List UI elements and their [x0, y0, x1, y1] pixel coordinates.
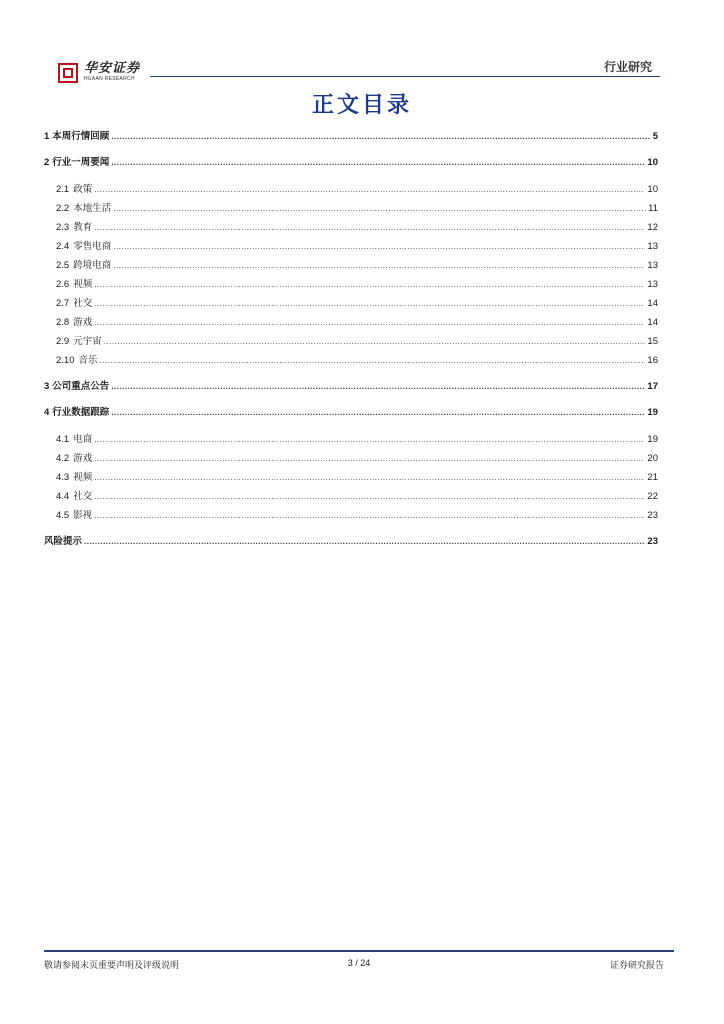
header-divider [150, 76, 660, 77]
toc-entry[interactable] [44, 471, 658, 484]
toc-entry-title: 教育 [73, 222, 93, 233]
toc-entry[interactable] [44, 433, 658, 446]
toc-entry-number: 2.6 [56, 279, 70, 290]
toc-entry-page: 12 [647, 222, 658, 233]
toc-entry-number: 3 [44, 381, 50, 392]
toc-dot-leader [94, 316, 645, 329]
toc-entry-number: 2 [44, 157, 50, 168]
toc-dot-leader [94, 452, 645, 465]
toc-entry[interactable] [44, 221, 658, 234]
toc-entry[interactable] [44, 259, 658, 272]
toc-entry-number: 4.5 [56, 510, 70, 521]
toc-entry-title: 影视 [73, 510, 93, 521]
page-number: 3 / 24 [347, 958, 371, 968]
page-header [44, 56, 660, 92]
toc-entry-number: 2.7 [56, 298, 70, 309]
toc-dot-leader [94, 509, 645, 522]
toc-entry-number: 2.5 [56, 260, 70, 271]
toc-dot-leader [94, 297, 645, 310]
toc-entry-page: 15 [647, 336, 658, 347]
toc-dot-leader [113, 259, 645, 272]
toc-dot-leader [111, 156, 645, 169]
toc-entry-number: 2.1 [56, 184, 70, 195]
toc-dot-leader [84, 535, 645, 548]
toc-dot-leader [100, 354, 646, 367]
toc-entry-title: 视频 [73, 472, 93, 483]
toc-entry[interactable] [44, 490, 658, 503]
toc-entry-page: 22 [647, 491, 658, 502]
toc-entry[interactable] [44, 297, 658, 310]
logo-english-name: HUAAN RESEARCH [84, 76, 135, 82]
toc-entry[interactable] [44, 406, 658, 419]
toc-entry-page: 20 [647, 453, 658, 464]
toc-entry-title: 风险提示 [44, 536, 83, 547]
toc-entry-title: 行业数据跟踪 [52, 407, 110, 418]
toc-entry-number: 4.3 [56, 472, 70, 483]
toc-entry-title: 公司重点公告 [52, 381, 110, 392]
toc-entry-page: 19 [647, 407, 658, 418]
toc-entry-page: 21 [647, 472, 658, 483]
toc-entry[interactable] [44, 156, 658, 169]
toc-entry-title: 元宇宙 [73, 336, 102, 347]
toc-entry-page: 19 [647, 434, 658, 445]
toc-entry-page: 14 [647, 317, 658, 328]
page-footer [44, 950, 674, 974]
toc-dot-leader [111, 130, 650, 143]
toc-dot-leader [113, 240, 645, 253]
toc-entry-number: 2.9 [56, 336, 70, 347]
toc-entry[interactable] [44, 130, 658, 143]
toc-entry-number: 2.3 [56, 222, 70, 233]
toc-dot-leader [94, 490, 645, 503]
toc-dot-leader [94, 278, 645, 291]
toc-entry-page: 13 [647, 241, 658, 252]
toc-entry-number: 4 [44, 407, 50, 418]
toc-entry-number: 4.1 [56, 434, 70, 445]
toc-dot-leader [94, 183, 645, 196]
report-section-label: 行业研究 [603, 60, 652, 74]
toc-entry-number: 2.4 [56, 241, 70, 252]
footer-disclaimer: 敬请参阅末页重要声明及评级说明 [44, 961, 180, 971]
toc-entry-page: 10 [647, 184, 658, 195]
toc-entry-title: 行业一周要闻 [52, 157, 110, 168]
toc-entry[interactable] [44, 335, 658, 348]
toc-entry-title: 游戏 [73, 453, 93, 464]
company-logo [58, 62, 140, 83]
toc-entry[interactable] [44, 240, 658, 253]
toc-entry-page: 13 [647, 260, 658, 271]
toc-dot-leader [94, 221, 645, 234]
toc-dot-leader [94, 433, 645, 446]
toc-dot-leader [94, 471, 645, 484]
logo-chinese-name: 华安证券 [84, 61, 141, 76]
toc-entry[interactable] [44, 183, 658, 196]
toc-entry[interactable] [44, 316, 658, 329]
toc-entry-page: 5 [652, 131, 658, 142]
toc-entry-page: 10 [647, 157, 658, 168]
toc-dot-leader [111, 406, 645, 419]
toc-entry-page: 13 [647, 279, 658, 290]
toc-entry-title: 本周行情回顾 [52, 131, 110, 142]
toc-dot-leader [104, 335, 646, 348]
toc-entry-title: 音乐 [78, 355, 98, 366]
toc-entry[interactable] [44, 535, 658, 548]
toc-entry-page: 14 [647, 298, 658, 309]
toc-entry-title: 电商 [73, 434, 93, 445]
toc-entry-number: 2.2 [56, 203, 70, 214]
toc-entry[interactable] [44, 452, 658, 465]
footer-divider [44, 950, 674, 952]
toc-entry-number: 4.4 [56, 491, 70, 502]
toc-entry-title: 游戏 [73, 317, 93, 328]
toc-dot-leader [111, 380, 645, 393]
toc-entry-title: 政策 [73, 184, 93, 195]
logo-seal-icon [58, 63, 78, 83]
toc-entry-number: 4.2 [56, 453, 70, 464]
toc-entry-title: 零售电商 [73, 241, 112, 252]
toc-entry-page: 11 [648, 203, 658, 214]
toc-entry-number: 2.10 [56, 355, 75, 366]
toc-entry-number: 2.8 [56, 317, 70, 328]
toc-entry[interactable] [44, 202, 658, 215]
toc-entry-page: 17 [647, 381, 658, 392]
toc-entry-title: 社交 [73, 491, 93, 502]
toc-entry-number: 1 [44, 131, 50, 142]
page-title: 正文目录 [311, 92, 412, 118]
toc-entry-page: 23 [647, 510, 658, 521]
toc-entry[interactable] [44, 380, 658, 393]
toc-entry-title: 社交 [73, 298, 93, 309]
toc-entry-page: 23 [647, 536, 658, 547]
toc-entry-title: 本地生活 [73, 203, 112, 214]
toc-entry-title: 跨境电商 [73, 260, 112, 271]
toc-entry[interactable] [44, 278, 658, 291]
toc-dot-leader [113, 202, 646, 215]
toc-entry-title: 视频 [73, 279, 93, 290]
toc-entry-page: 16 [647, 355, 658, 366]
document-type: 证券研究报告 [609, 961, 664, 971]
toc-entry[interactable] [44, 354, 658, 367]
toc-entry[interactable] [44, 509, 658, 522]
